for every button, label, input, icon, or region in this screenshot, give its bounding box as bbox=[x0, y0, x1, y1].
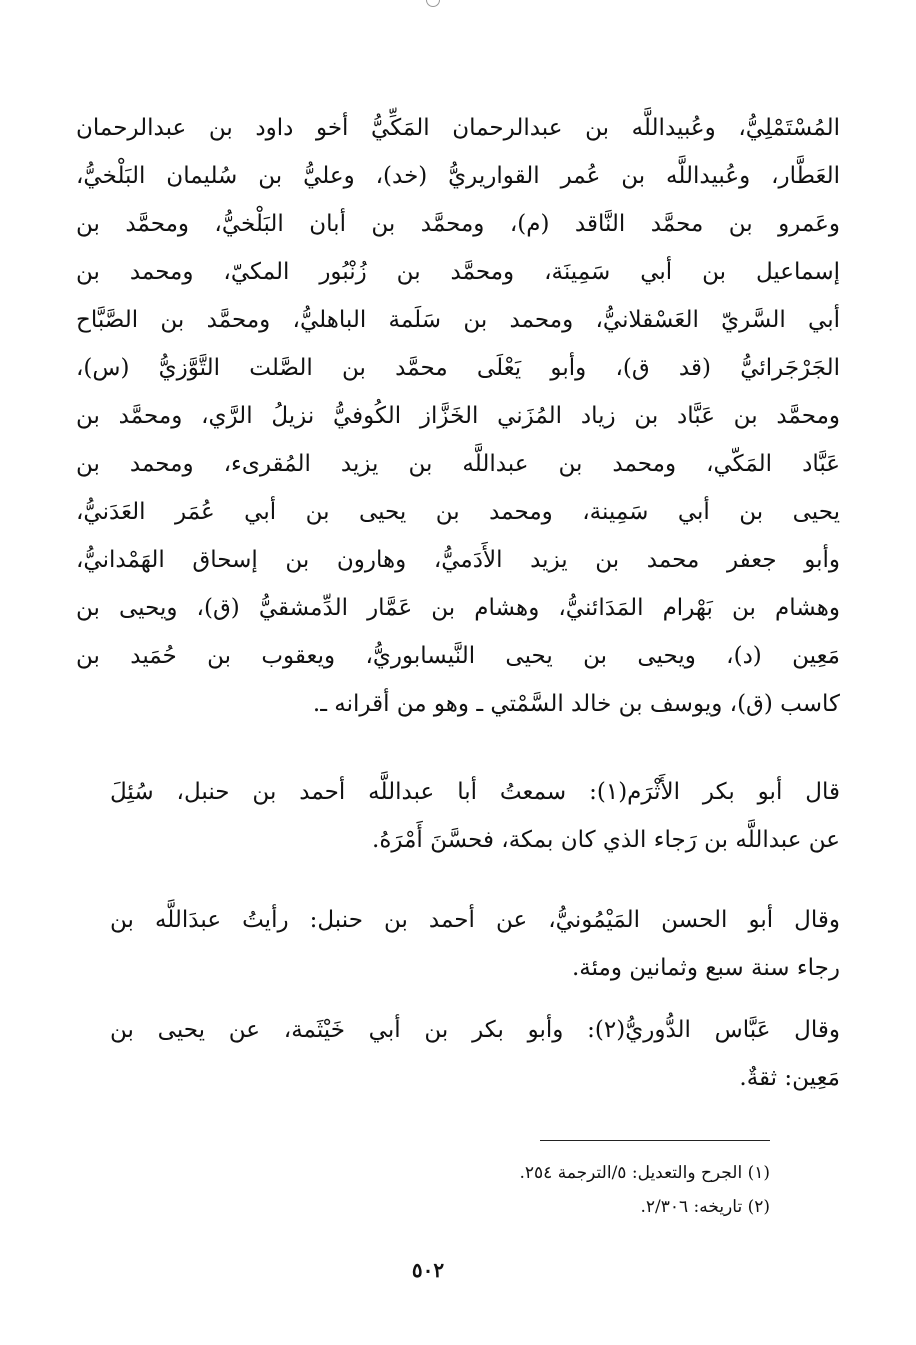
page-number: ٥٠٢ bbox=[411, 1258, 445, 1282]
text-line: عن عبداللَّه بن رَجاء الذي كان بمكة، فحسَّنَ أَمْرَهُ. bbox=[372, 827, 840, 853]
text-line: الجَرْجَرائيُّ (قد ق)، وأبو يَعْلَى محمَّد بن الصَّلت التَّوَّزيُّ (س)، bbox=[76, 355, 840, 381]
text-line: كاسب (ق)، ويوسف بن خالد السَّمْتي ـ وهو من أقرانه ـ. bbox=[312, 691, 840, 717]
text-line: يحيى بن أبي سَمِينة، ومحمد بن يحيى بن أبي عُمَر العَدَنيُّ، bbox=[76, 499, 840, 525]
footnote: (١) الجرح والتعديل: ٥/الترجمة ٢٥٤. bbox=[519, 1163, 770, 1183]
text-line: المُسْتَمْلِيُّ، وعُبيداللَّه بن عبدالرحمان المَكِّيُّ أخو داود بن عبدالرحمان bbox=[76, 115, 840, 141]
text-line: وقال أبو الحسن المَيْمُونيُّ، عن أحمد بن حنبل: رأيتُ عبدَاللَّه بن bbox=[110, 907, 840, 933]
footnote-divider bbox=[540, 1140, 770, 1141]
footnote: (٢) تاريخه: ٢/٣٠٦. bbox=[640, 1197, 770, 1217]
page-top-mark bbox=[426, 0, 440, 7]
text-line: وعَمرو بن محمَّد النَّاقد (م)، ومحمَّد بن أبان البَلْخيُّ، ومحمَّد بن bbox=[76, 211, 840, 237]
text-line: أبي السَّريّ العَسْقلانيُّ، ومحمد بن سَلَمة الباهليُّ، ومحمَّد بن الصَّبَّاح bbox=[76, 307, 840, 333]
text-line: وأبو جعفر محمد بن يزيد الأَدَميُّ، وهارون بن إسحاق الهَمْدانيُّ، bbox=[76, 547, 840, 573]
text-line: مَعِين: ثقةٌ. bbox=[739, 1065, 840, 1091]
text-line: العَطَّار، وعُبيداللَّه بن عُمر القواريريُّ (خد)، وعليُّ بن سُليمان البَلْخيُّ، bbox=[76, 163, 840, 189]
text-line: قال أبو بكر الأَثْرَم(١): سمعتُ أبا عبداللَّه أحمد بن حنبل، سُئِلَ bbox=[110, 779, 840, 805]
text-line: رجاء سنة سبع وثمانين ومئة. bbox=[571, 955, 840, 981]
text-line: وهشام بن بَهْرام المَدَائنيُّ، وهشام بن عَمَّار الدِّمشقيُّ (ق)، ويحيى بن bbox=[76, 595, 840, 621]
text-line: عَبَّاد المَكّي، ومحمد بن عبداللَّه بن يزيد المُقرىء، ومحمد بن bbox=[76, 451, 840, 477]
text-line: وقال عَبَّاس الدُّوريُّ(٢): وأبو بكر بن أبي خَيْثَمة، عن يحيى بن bbox=[110, 1017, 840, 1043]
text-line: ومحمَّد بن عَبَّاد بن زياد المُزَني الخَزَّاز الكُوفيُّ نزيلُ الرَّي، ومحمَّد بن bbox=[76, 403, 840, 429]
text-line: مَعِين (د)، ويحيى بن يحيى النَّيسابوريُّ، ويعقوب بن حُمَيد بن bbox=[76, 643, 840, 669]
text-line: إسماعيل بن أبي سَمِينَة، ومحمَّد بن زُنْبُور المكيّ، ومحمد بن bbox=[76, 259, 840, 285]
